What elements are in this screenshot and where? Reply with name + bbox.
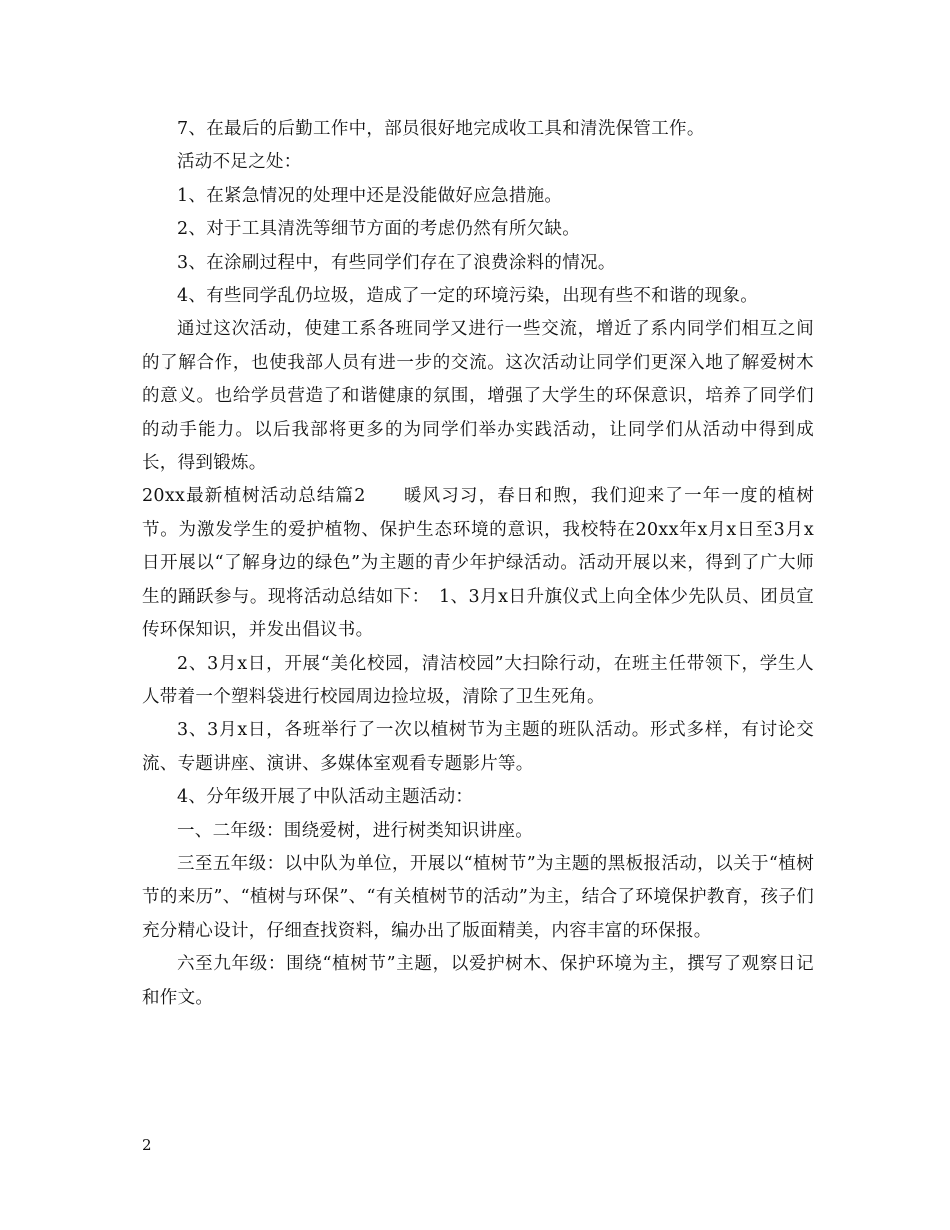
paragraph: 六至九年级：围绕“植树节”主题，以爱护树木、保护环境为主，撰写了观察日记和作文。 — [142, 954, 814, 1008]
paragraph: 三至五年级：以中队为单位，开展以“植树节”为主题的黑板报活动，以关于“植树节的来历”、“植树与环保”、“有关植树节的活动”为主，结合了环境保护教育，孩子们充分精心设计，仔细查找资料，编办出了版面精美，内容丰富的环保报。 — [142, 853, 814, 941]
page-number: 2 — [142, 1136, 152, 1154]
paragraph: 4、分年级开展了中队活动主题活动： — [177, 787, 474, 808]
paragraph: 3、3月x日，各班举行了一次以植树节为主题的班队活动。形式多样，有讨论交流、专题讲座、演讲、多媒体室观看专题影片等。 — [142, 720, 814, 774]
paragraph: 通过这次活动，使建工系各班同学又进行一些交流，增近了系内同学们相互之间的了解合作，也使我部人员有进一步的交流。这次活动让同学们更深入地了解爱树木的意义。也给学员营造了和谐健康的氛围，增强了大学生的环保意识，培养了同学们的动手能力。以后我部将更多的为同学们举办实践活动，让同学们从活动中得到成长，得到锻炼。 — [142, 319, 814, 474]
paragraph: 活动不足之处： — [177, 152, 302, 173]
paragraph: 1、在紧急情况的处理中还是没能做好应急措施。 — [177, 185, 563, 206]
paragraph: 一、二年级：围绕爱树，进行树类知识讲座。 — [177, 820, 533, 841]
paragraph: 4、有些同学乱仍垃圾，造成了一定的环境污染，出现有些不和谐的现象。 — [177, 286, 759, 307]
paragraph: 2、3月x日，开展“美化校园，清洁校园”大扫除行动，在班主任带领下，学生人人带着一个塑料袋进行校园周边捡垃圾，清除了卫生死角。 — [142, 653, 814, 707]
body-text — [142, 113, 814, 1015]
paragraph: 3、在涂刷过程中，有些同学们存在了浪费涂料的情况。 — [177, 252, 616, 273]
paragraph: 2、对于工具清洗等细节方面的考虑仍然有所欠缺。 — [177, 219, 581, 240]
paragraph: 7、在最后的后勤工作中，部员很好地完成收工具和清洗保管工作。 — [177, 119, 705, 139]
section-heading-paragraph: 20xx最新植树活动总结篇2 暖风习习，春日和煦，我们迎来了一年一度的植树节。为激发学生的爱护植物、保护生态环境的意识，我校特在20xx年x月x日至3月x日开展以“了解身边的绿色”为主题的青少年护绿活动。活动开展以来，得到了广大师生的踊跃参与。现将活动总结如下： 1、3月x日升旗仪式上向全体少先队员、团员宣传环保知识，并发出倡议书。 — [142, 486, 814, 641]
